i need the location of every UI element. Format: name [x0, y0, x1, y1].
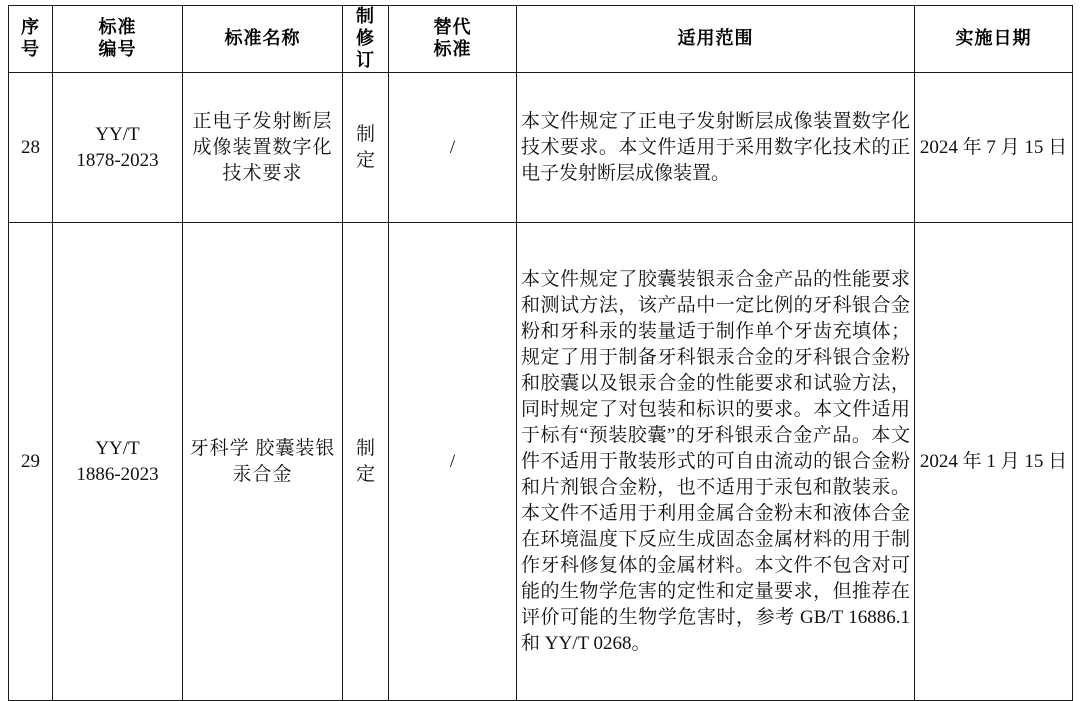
- header-revision: [343, 6, 389, 73]
- header-row: [9, 6, 1073, 73]
- standard-name-cell: [183, 223, 343, 701]
- scope-line: 在环境温度下反应生成固态金属材料的用于制: [521, 528, 910, 550]
- standard-code-line: YY/T: [95, 437, 140, 459]
- standard-name-cell: [183, 73, 343, 223]
- scope-line: 和片剂银合金粉，也不适用于汞包和散装汞。: [521, 476, 910, 498]
- scope-line: 能的生物学危害的定性和定量要求，但推荐在: [521, 580, 910, 602]
- header-replaces: [389, 6, 517, 73]
- header-seq-line: 号: [21, 39, 40, 60]
- standard-code-line: YY/T: [95, 123, 140, 145]
- header-standard-name-line: 标准名称: [224, 28, 301, 49]
- scope-line: 本文件不适用于利用金属合金粉末和液体合金: [521, 502, 910, 524]
- table-row: [9, 73, 1073, 223]
- standard-name-line: 正电子发射断层: [192, 110, 333, 132]
- scope-cell: [517, 223, 915, 701]
- header-seq: [9, 6, 53, 73]
- standard-name-line: 汞合金: [232, 463, 293, 485]
- scope-line: 技术要求。本文件适用于采用数字化技术的正: [521, 136, 910, 158]
- revision-cell: 制定: [343, 223, 389, 701]
- header-scope-line: 适用范围: [677, 28, 754, 49]
- header-replaces-line: 标准: [433, 39, 472, 60]
- scope-line: 于标有“预装胶囊”的牙科银汞合金产品。本文: [521, 424, 910, 446]
- header-revision-line: 制修: [356, 6, 375, 49]
- revision-cell: 制定: [343, 73, 389, 223]
- header-standard-code-line: 标准: [98, 17, 137, 38]
- scope-line: 粉和牙科汞的装量适于制作单个牙齿充填体；: [521, 320, 910, 342]
- header-effective-date-line: 实施日期: [955, 28, 1032, 49]
- scope-line: 规定了用于制备牙科银汞合金的牙科银合金粉: [521, 346, 910, 368]
- scope-line: 电子发射断层成像装置。: [521, 162, 731, 184]
- replaces-cell: /: [389, 73, 517, 223]
- scope-line: 本文件规定了正电子发射断层成像装置数字化: [521, 110, 910, 132]
- standard-code-line: 1878-2023: [76, 149, 159, 171]
- header-seq-line: 序: [21, 17, 40, 38]
- scope-line: 评价可能的生物学危害时，参考 GB/T 16886.1: [521, 606, 910, 628]
- header-replaces-line: 替代: [433, 17, 472, 38]
- scope-line: 同时规定了对包装和标识的要求。本文件适用: [521, 398, 910, 420]
- scope-cell: [517, 73, 915, 223]
- standard-code-cell: [53, 223, 183, 701]
- scope-line: 本文件规定了胶囊装银汞合金产品的性能要求: [521, 268, 910, 290]
- standard-name-line: 技术要求: [222, 162, 303, 184]
- header-scope: [517, 6, 915, 73]
- scope-line: 和 YY/T 0268。: [521, 632, 651, 654]
- scope-line: 作牙科修复体的金属材料。本文件不包含对可: [521, 554, 910, 576]
- scope-line: 和胶囊以及银汞合金的性能要求和试验方法，: [521, 372, 910, 394]
- standard-code-cell: [53, 73, 183, 223]
- header-revision-line: 订: [356, 50, 375, 71]
- standard-name-line: 成像装置数字化: [192, 136, 333, 158]
- standard-code-line: 1886-2023: [76, 463, 159, 485]
- seq-cell: 28: [9, 73, 53, 223]
- standards-table: [8, 5, 1073, 701]
- header-standard-code: [53, 6, 183, 73]
- header-standard-name: [183, 6, 343, 73]
- seq-cell: 29: [9, 223, 53, 701]
- effective-date-cell: 2024 年 7 月 15 日: [915, 73, 1073, 223]
- header-standard-code-line: 编号: [98, 39, 137, 60]
- replaces-cell: /: [389, 223, 517, 701]
- scope-line: 和测试方法，该产品中一定比例的牙科银合金: [521, 294, 910, 316]
- effective-date-cell: 2024 年 1 月 15 日: [915, 223, 1073, 701]
- scope-line: 件不适用于散装形式的可自由流动的银合金粉: [521, 450, 910, 472]
- header-effective-date: [915, 6, 1073, 73]
- standard-name-line: 牙科学 胶囊装银: [189, 437, 336, 459]
- table-row: [9, 223, 1073, 701]
